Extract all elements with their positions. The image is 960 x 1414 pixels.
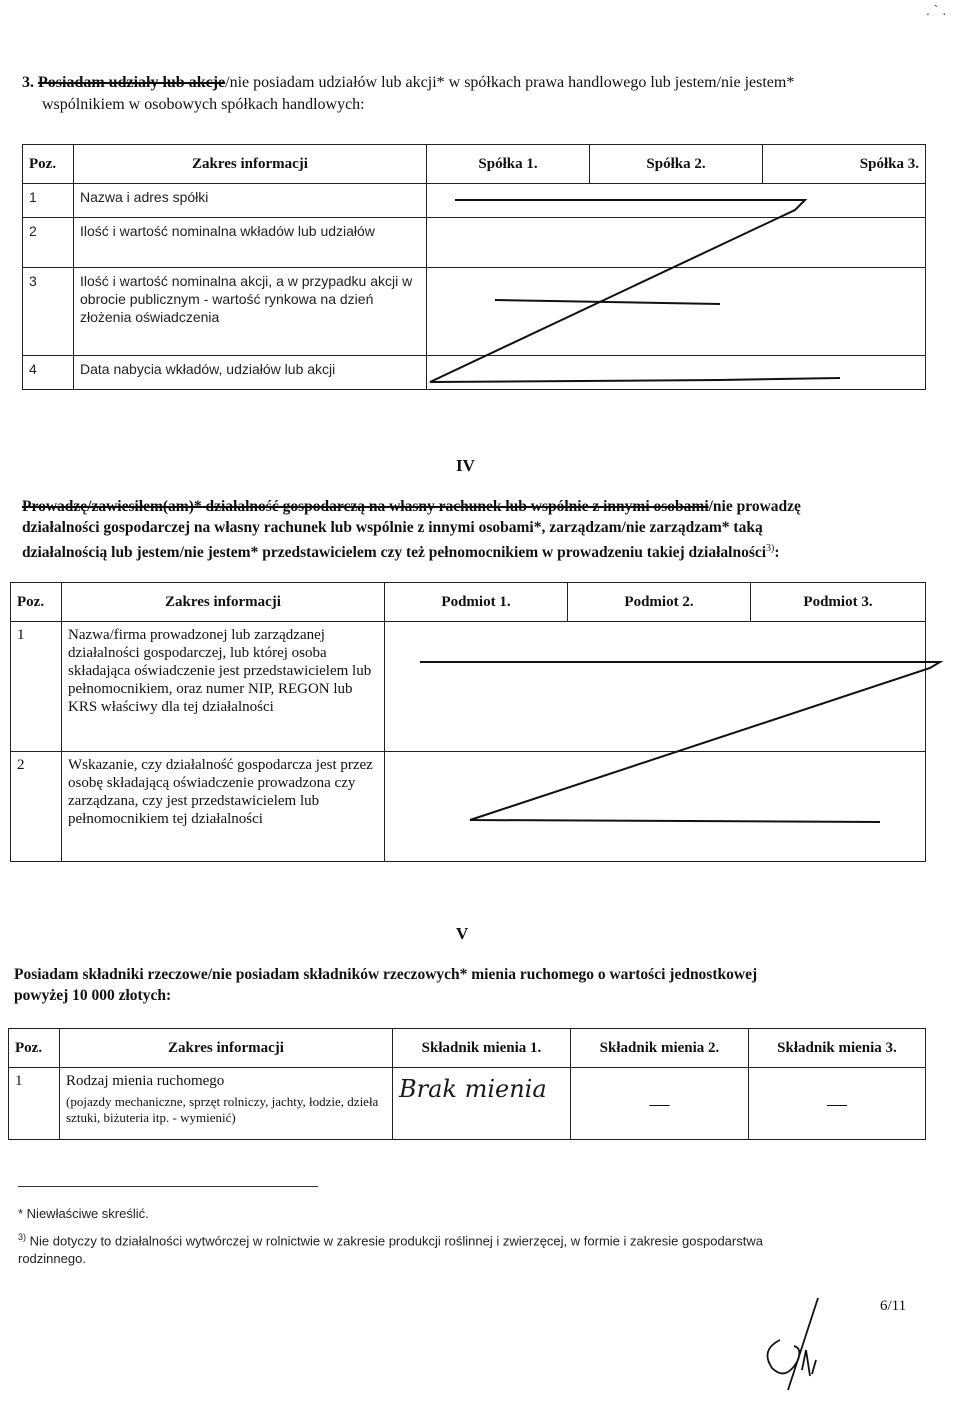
- header-cell: Składnik mienia 1.: [393, 1029, 571, 1068]
- section-iv-line1-end: /nie prowadzę: [708, 498, 801, 515]
- header-cell: Składnik mienia 2.: [571, 1029, 749, 1068]
- shares-table: [22, 144, 926, 390]
- section-iv-line3: działalnością lub jestem/nie jestem* przedstawicielem czy też pełnomocnikiem w prowadzeniu takiej działalności: [22, 544, 767, 562]
- table-row: [23, 356, 926, 390]
- header-cell: Zakres informacji: [60, 1029, 393, 1068]
- section-v-heading: V: [456, 924, 469, 943]
- empty-cell: [427, 268, 926, 356]
- empty-cell: [385, 622, 926, 752]
- row-label: Nazwa i adres spółki: [74, 184, 427, 218]
- row-number: 4: [23, 356, 74, 390]
- section-3-text: [22, 72, 942, 116]
- corner-marks: . ` .: [926, 2, 947, 18]
- row-label: Ilość i wartość nominalna wkładów lub udziałów: [74, 218, 427, 268]
- footnote-ref: 3): [766, 543, 775, 554]
- section-3-line2: wspólnikiem w osobowych spółkach handlowych:: [42, 96, 365, 113]
- row-number: 2: [11, 752, 62, 862]
- section-iv-struck-text: Prowadzę/zawiesiłem(am)* działalność gospodarczą na własny rachunek lub wspólnie z innymi osobami: [22, 498, 709, 515]
- section-3-line1: /nie posiadam udziałów lub akcji* w spółkach prawa handlowego lub jestem/nie jestem*: [225, 74, 795, 91]
- table-row: [11, 752, 926, 862]
- footnote-2-mark: 3): [18, 1232, 27, 1242]
- row-label: Rodzaj mienia ruchomego: [66, 1073, 225, 1089]
- header-cell: Podmiot 2.: [568, 583, 751, 622]
- table-row: [23, 218, 926, 268]
- section-iv-text: [22, 496, 944, 563]
- section-3-struck-text: Posiadam udziały lub akcje: [38, 74, 226, 91]
- section-3-number: 3.: [22, 74, 34, 91]
- table-row: [23, 268, 926, 356]
- row-label: Ilość i wartość nominalna akcji, a w przypadku akcji w obrocie publicznym - wartość rynkowa na dzień złożenia oświadczenia: [74, 268, 427, 356]
- header-cell: Składnik mienia 3.: [749, 1029, 926, 1068]
- footnote-2-line1: Nie dotyczy to działalności wytwórczej w rolnictwie w zakresie produkcji roślinnej i zwierzęcej, w formie i zakresie gospodarstwa: [29, 1233, 763, 1249]
- section-iv-line2: działalności gospodarczej na własny rachunek lub wspólnie z innymi osobami*, zarządzam/nie zarządzam* taką: [22, 519, 763, 536]
- footnote-2-line2: rodzinnego.: [18, 1251, 86, 1267]
- footnote-1: * Niewłaściwe skreślić.: [18, 1206, 149, 1221]
- row-number: 1: [9, 1068, 60, 1140]
- section-v-line1: Posiadam składniki rzeczowe/nie posiadam składników rzeczowych* mienia ruchomego o wartości jednostkowej: [14, 966, 758, 983]
- table-header-row: [11, 583, 926, 622]
- row-label: Data nabycia wkładów, udziałów lub akcji: [74, 356, 427, 390]
- header-cell: Poz.: [23, 145, 74, 184]
- movable-property-table: [8, 1028, 926, 1140]
- header-cell: Poz.: [9, 1029, 60, 1068]
- dash-cell: —: [749, 1068, 926, 1140]
- empty-cell: [427, 356, 926, 390]
- table-row: [9, 1068, 926, 1140]
- header-cell: Spółka 1.: [427, 145, 590, 184]
- header-cell: Zakres informacji: [62, 583, 385, 622]
- empty-cell: [427, 218, 926, 268]
- header-cell: Zakres informacji: [74, 145, 427, 184]
- table-header-row: [9, 1029, 926, 1068]
- header-cell: Podmiot 1.: [385, 583, 568, 622]
- row-number: 2: [23, 218, 74, 268]
- row-label-cell: [60, 1068, 393, 1140]
- row-number: 1: [23, 184, 74, 218]
- row-number: 1: [11, 622, 62, 752]
- empty-cell: [427, 184, 926, 218]
- page-number: 6/11: [880, 1298, 907, 1314]
- row-label: Wskazanie, czy działalność gospodarcza jest przez osobę składającą oświadczenie prowadzona czy zarządzana, czy jest przedstawicielem lub pełnomocnikiem tej działalności: [62, 752, 385, 862]
- section-v-line2: powyżej 10 000 złotych:: [14, 987, 172, 1004]
- signature: [750, 1290, 850, 1400]
- section-iv-colon: :: [774, 544, 780, 562]
- header-cell: Spółka 2.: [590, 145, 763, 184]
- handwritten-cell: [393, 1068, 571, 1140]
- header-cell: Poz.: [11, 583, 62, 622]
- footnote-2: [18, 1228, 918, 1268]
- row-number: 3: [23, 268, 74, 356]
- header-cell: Podmiot 3.: [751, 583, 926, 622]
- section-iv-heading: IV: [456, 456, 475, 475]
- header-cell: Spółka 3.: [763, 145, 926, 184]
- section-v-text: [14, 964, 944, 1006]
- table-header-row: [23, 145, 926, 184]
- business-table: [10, 582, 926, 862]
- footnote-divider: [18, 1186, 318, 1187]
- table-row: [23, 184, 926, 218]
- table-row: [11, 622, 926, 752]
- empty-cell: [385, 752, 926, 862]
- row-sublabel: (pojazdy mechaniczne, sprzęt rolniczy, jachty, łodzie, dzieła sztuki, biżuteria itp. - wymienić): [66, 1094, 379, 1125]
- dash-cell: —: [571, 1068, 749, 1140]
- row-label: Nazwa/firma prowadzonej lub zarządzanej działalności gospodarczej, lub której osoba składająca oświadczenie jest przedstawicielem lub pełnomocnikiem, oraz numer NIP, REGON lub KRS właściwy dla tej działalności: [62, 622, 385, 752]
- handwritten-entry: Brak mienia: [399, 1075, 547, 1103]
